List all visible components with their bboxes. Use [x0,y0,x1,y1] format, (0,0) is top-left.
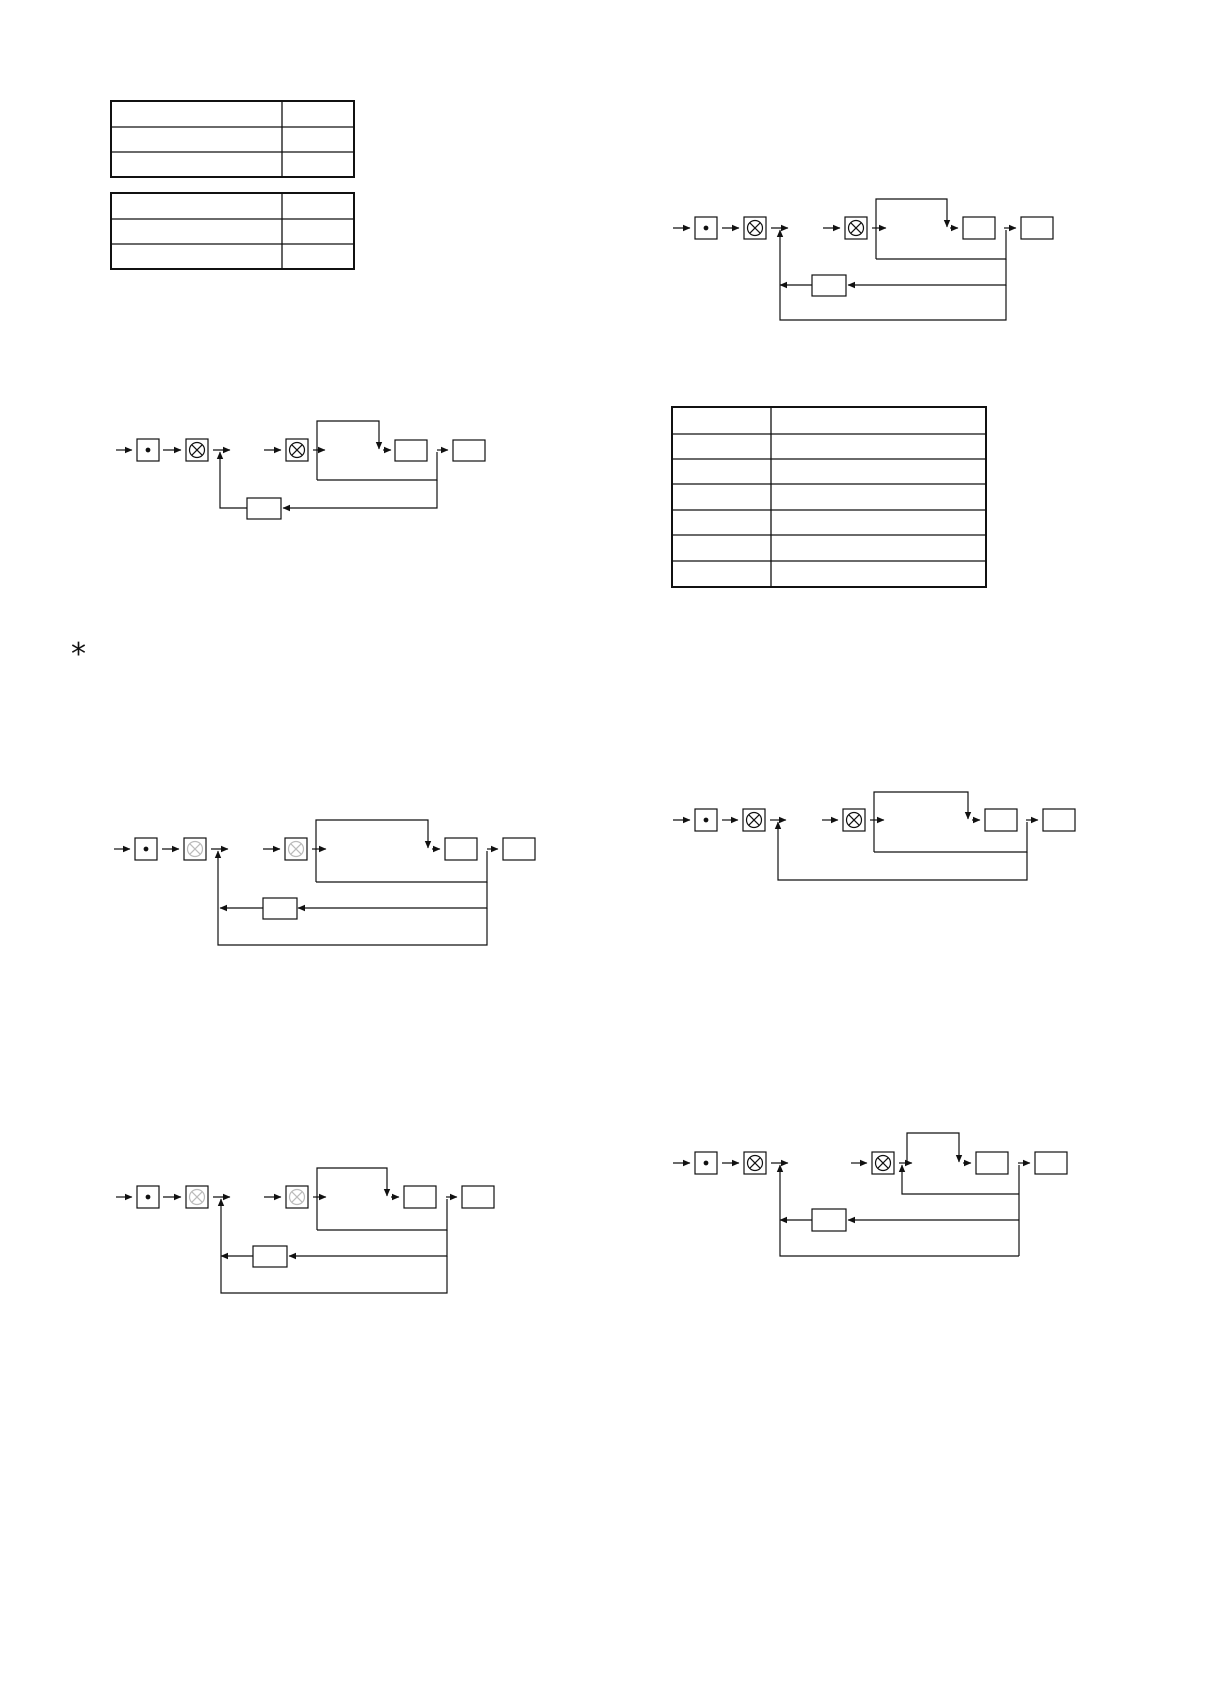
output-block [462,1186,494,1208]
table-2 [111,193,354,269]
output-block [1021,217,1053,239]
feedback-block [253,1246,287,1267]
filter-block [445,838,477,860]
asterisk-marker: * [71,637,86,672]
diagram-3 [114,820,535,945]
filter-block [976,1152,1008,1174]
diagram-5 [116,1168,494,1293]
diagram-4 [673,792,1075,880]
output-block [1043,809,1075,831]
feedback-block [263,898,297,919]
diagram-2 [673,199,1053,320]
table-1 [111,101,354,177]
filter-block [404,1186,436,1208]
output-block [1035,1152,1067,1174]
diagram-6 [673,1133,1067,1256]
feedback-block [812,275,846,296]
feedback-block [812,1209,846,1231]
feedback-block [247,498,281,519]
output-block [453,440,485,461]
table-3 [672,407,986,587]
diagram-1 [116,421,485,519]
filter-block [395,440,427,461]
filter-block [963,217,995,239]
output-block [503,838,535,860]
filter-block [985,809,1017,831]
